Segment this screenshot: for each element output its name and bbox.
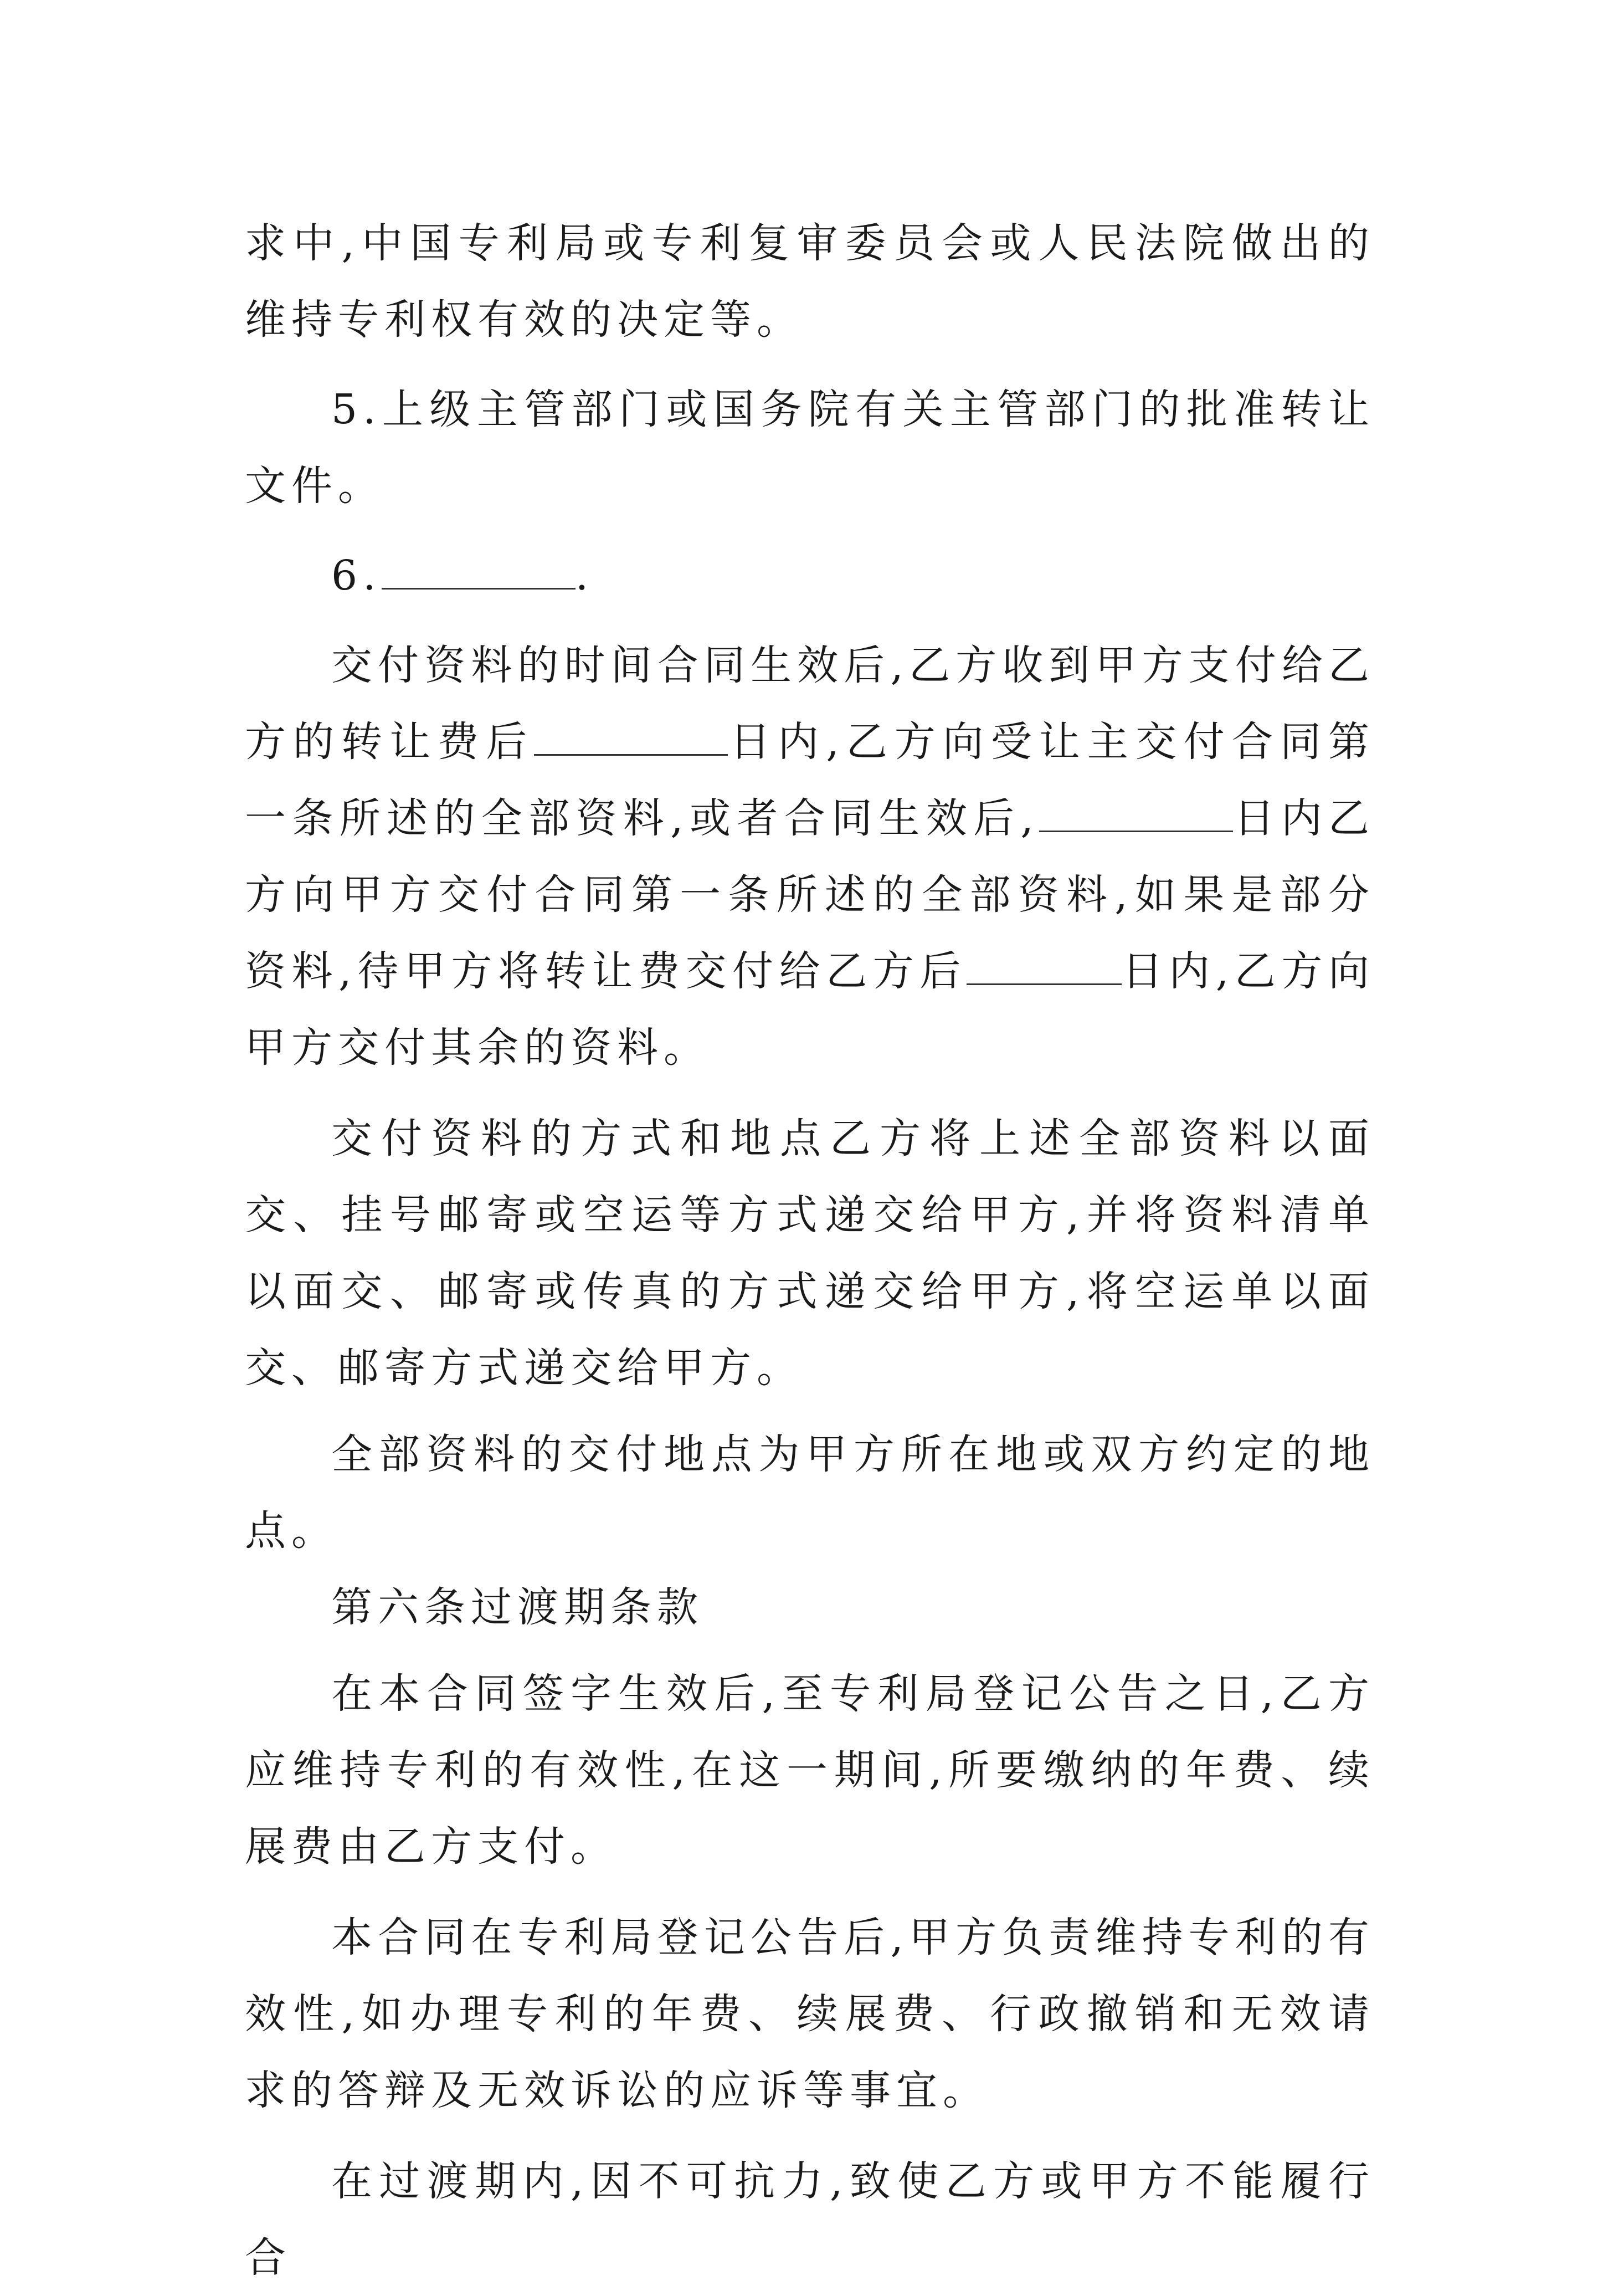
article-heading-6 [245, 1569, 1375, 1646]
paragraph-text: 日内,乙方向受让主交付合同第一条所述的全部资料,或者合同生效后, [245, 718, 1375, 842]
paragraph-text: 日内乙方向甲方交付合同第一条所述的全部资料,如果是部分资料,待甲方将转让费交付给乙方后 [245, 795, 1375, 995]
paragraph-transition-2 [245, 1899, 1375, 2129]
paragraph-item-5 [245, 371, 1375, 524]
paragraph-text: 在过渡期内,因不可抗力,致使乙方或甲方不能履行合 [245, 2157, 1375, 2282]
paragraph-delivery-place [245, 1416, 1375, 1569]
paragraph-text: 全部资料的交付地点为甲方所在地或双方约定的地点。 [245, 1431, 1375, 1555]
paragraph-text: 求中,中国专利局或专利复审委员会或人民法院做出的维持专利权有效的决定等。 [245, 219, 1375, 344]
paragraph-delivery-time [245, 627, 1375, 1086]
paragraph-text: 交付资料的方式和地点乙方将上述全部资料以面交、挂号邮寄或空运等方式递交给甲方,并将资料清单以面交、邮寄或传真的方式递交给甲方,将空运单以面交、邮寄方式递交给甲方。 [245, 1115, 1375, 1392]
paragraph-text: 在本合同签字生效后,至专利局登记公告之日,乙方应维持专利的有效性,在这一期间,所要缴纳的年费、续展费由乙方支付。 [245, 1670, 1375, 1870]
paragraph-transition-1 [245, 1656, 1375, 1885]
fill-in-blank [1039, 792, 1233, 832]
paragraph-text: 交付资料的时间合同生效后,乙方收到甲方支付给乙方的转让费后 [245, 642, 1375, 766]
fill-in-blank [534, 715, 728, 756]
paragraph-transition-3 [245, 2143, 1375, 2296]
fill-in-blank [382, 549, 576, 590]
paragraph-text: 5.上级主管部门或国务院有关主管部门的批准转让文件。 [245, 386, 1375, 510]
paragraph-delivery-method [245, 1100, 1375, 1406]
paragraph-continuation [245, 205, 1375, 358]
paragraph-text: 本合同在专利局登记公告后,甲方负责维持专利的有效性,如办理专利的年费、续展费、行政撤销和无效请求的答辩及无效诉讼的应诉等事宜。 [245, 1914, 1375, 2114]
heading-text: 第六条过渡期条款 [331, 1583, 703, 1631]
item-end-mark: . [575, 552, 594, 599]
document-page [245, 205, 1375, 2296]
fill-in-blank [967, 945, 1122, 985]
paragraph-item-6 [245, 537, 1375, 614]
item-number: 6. [331, 552, 382, 599]
paragraph-text: 日内,乙方向甲方交付其余的资料。 [245, 947, 1375, 1072]
